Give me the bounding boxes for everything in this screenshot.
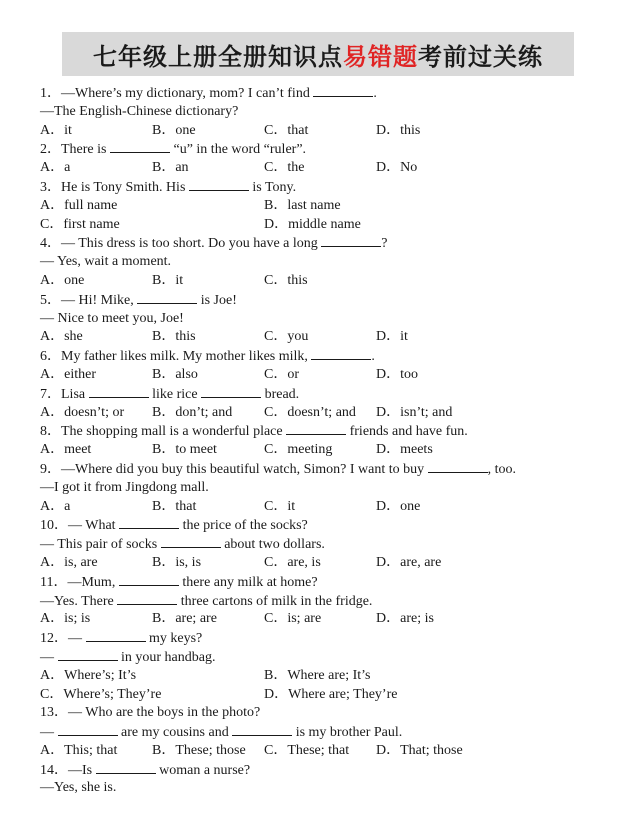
answer-option: C．are, is — [264, 554, 321, 570]
question-line — [40, 291, 600, 310]
answer-option: B．also — [152, 366, 198, 382]
answer-option: B．are; are — [152, 611, 217, 627]
answer-option: A．either — [40, 366, 96, 382]
answer-blank — [117, 592, 177, 605]
title-highlight: 易错题 — [343, 42, 418, 71]
question-text: 2．There is — [40, 142, 110, 158]
answer-option: C．first name — [40, 216, 120, 232]
answer-blank — [428, 460, 488, 473]
answer-option: C．the — [264, 160, 305, 176]
answer-blank — [110, 140, 170, 153]
option-row — [40, 610, 600, 629]
answer-blank — [119, 573, 179, 586]
worksheet-title — [62, 32, 574, 76]
question-line — [40, 592, 600, 611]
question-text: woman a nurse? — [155, 762, 251, 778]
answer-option: B．that — [152, 498, 197, 514]
question-line — [40, 779, 600, 798]
answer-option: C．you — [264, 329, 309, 345]
question-line — [40, 84, 600, 103]
answer-option: B．this — [152, 329, 196, 345]
answer-option: D．That; those — [376, 742, 463, 758]
question-text: —Yes. There — [40, 593, 118, 609]
question-text: 7．Lisa — [40, 386, 89, 402]
option-row — [40, 686, 600, 705]
answer-blank — [189, 178, 249, 191]
answer-option: A．meet — [40, 442, 92, 458]
option-row — [40, 272, 600, 291]
answer-option: A．a — [40, 498, 71, 514]
answer-blank — [321, 234, 381, 247]
question-line — [40, 422, 600, 441]
option-row — [40, 554, 600, 573]
answer-option: C．it — [264, 498, 296, 514]
answer-blank — [232, 723, 292, 736]
answer-option: D．middle name — [264, 216, 361, 232]
question-line — [40, 516, 600, 535]
question-line — [40, 535, 600, 554]
option-row — [40, 404, 600, 423]
question-text: ? — [381, 236, 388, 252]
question-line — [40, 234, 600, 253]
answer-option: A．full name — [40, 197, 118, 213]
answer-blank — [96, 761, 156, 774]
question-line — [40, 385, 600, 404]
answer-option: C．These; that — [264, 742, 350, 758]
option-row — [40, 366, 600, 385]
answer-option: D．Where are; They’re — [264, 686, 398, 702]
answer-option: A．Where’s; It’s — [40, 667, 137, 683]
answer-option: D．meets — [376, 442, 433, 458]
option-row — [40, 667, 600, 686]
answer-option: B．an — [152, 160, 189, 176]
option-row — [40, 216, 600, 235]
answer-blank — [58, 723, 118, 736]
answer-option: B．it — [152, 272, 184, 288]
answer-option: C．Where’s; They’re — [40, 686, 162, 702]
answer-option: B．These; those — [152, 742, 246, 758]
answer-option: D．too — [376, 366, 418, 382]
question-text: 11．—Mum, — [40, 574, 119, 590]
answer-blank — [313, 84, 373, 97]
option-row — [40, 159, 600, 178]
question-line — [40, 310, 600, 329]
question-text: — Yes, wait a moment. — [40, 254, 172, 270]
question-text: 13．— Who are the boys in the photo? — [40, 705, 261, 721]
answer-blank — [86, 629, 146, 642]
question-text: 8．The shopping mall is a wonderful place — [40, 424, 287, 440]
question-text: —The English-Chinese dictionary? — [40, 103, 239, 119]
answer-option: D．are, are — [376, 554, 442, 570]
question-text: 1．—Where’s my dictionary, mom? I can’t find — [40, 86, 314, 101]
question-text: bread. — [261, 386, 300, 402]
answer-option: A．it — [40, 122, 72, 138]
answer-option: C．that — [264, 122, 309, 138]
question-line — [40, 704, 600, 723]
answer-option: B．don’t; and — [152, 404, 233, 420]
question-text: is my brother Paul. — [292, 725, 403, 741]
answer-option: B．is, is — [152, 554, 202, 570]
answer-option: D．isn’t; and — [376, 404, 453, 420]
answer-option: A．is; is — [40, 611, 91, 627]
answer-blank — [161, 535, 221, 548]
question-text: . — [373, 86, 377, 101]
question-line — [40, 629, 600, 648]
answer-option: D．this — [376, 122, 421, 138]
answer-option: C．is; are — [264, 611, 322, 627]
answer-option: C．meeting — [264, 442, 333, 458]
question-text: 6．My father likes milk. My mother likes milk, — [40, 349, 312, 365]
answer-option: D．are; is — [376, 611, 434, 627]
question-line — [40, 140, 600, 159]
question-text: 10．— What — [40, 518, 120, 534]
answer-option: B．Where are; It’s — [264, 667, 371, 683]
question-text: the price of the socks? — [179, 518, 308, 534]
question-list — [40, 84, 600, 798]
option-row — [40, 498, 600, 517]
question-text: are my cousins and — [117, 725, 233, 741]
question-text: —I got it from Jingdong mall. — [40, 479, 209, 495]
answer-option: C．or — [264, 366, 299, 382]
question-text: is Tony. — [248, 179, 297, 195]
question-text: three cartons of milk in the fridge. — [177, 593, 373, 609]
question-text: my keys? — [145, 631, 203, 647]
answer-option: B．one — [152, 122, 196, 138]
answer-option: D．No — [376, 160, 418, 176]
question-line — [40, 723, 600, 742]
question-text: , too. — [487, 461, 517, 477]
question-line — [40, 178, 600, 197]
answer-option: A．This; that — [40, 742, 118, 758]
answer-blank — [201, 385, 261, 398]
answer-option: C．this — [264, 272, 308, 288]
answer-blank — [89, 385, 149, 398]
question-line — [40, 648, 600, 667]
question-text: is Joe! — [197, 292, 237, 308]
question-text: — — [40, 725, 58, 741]
answer-blank — [311, 347, 371, 360]
question-text: — This pair of socks — [40, 537, 161, 553]
answer-option: B．to meet — [152, 442, 217, 458]
question-text: —Yes, she is. — [40, 780, 117, 796]
question-line — [40, 460, 600, 479]
answer-blank — [58, 648, 118, 661]
question-text: 5．— Hi! Mike, — [40, 292, 138, 308]
question-line — [40, 347, 600, 366]
option-row — [40, 197, 600, 216]
title-suffix: 考前过关练 — [418, 42, 543, 71]
question-text: 9．—Where did you buy this beautiful watch, Simon? I want to buy — [40, 461, 428, 477]
question-text: “u” in the word “ruler”. — [169, 142, 307, 158]
question-line — [40, 103, 600, 122]
question-text: friends and have fun. — [346, 424, 468, 440]
question-line — [40, 761, 600, 780]
question-text: 12．— — [40, 631, 86, 647]
answer-option: D．one — [376, 498, 421, 514]
question-text: 14．—Is — [40, 762, 96, 778]
question-line — [40, 573, 600, 592]
question-text: — Nice to meet you, Joe! — [40, 310, 184, 326]
answer-option: A．a — [40, 160, 71, 176]
answer-option: A．doesn’t; or — [40, 404, 125, 420]
question-text: 4．— This dress is too short. Do you have a long — [40, 236, 322, 252]
question-text: . — [371, 349, 375, 365]
answer-option: B．last name — [264, 197, 341, 213]
answer-blank — [137, 291, 197, 304]
question-text: in your handbag. — [117, 649, 216, 665]
answer-option: A．is, are — [40, 554, 98, 570]
option-row — [40, 122, 600, 141]
question-text: there any milk at home? — [178, 574, 318, 590]
title-prefix: 七年级上册全册知识点 — [93, 42, 343, 71]
question-line — [40, 253, 600, 272]
question-text: — — [40, 649, 58, 665]
answer-option: A．one — [40, 272, 85, 288]
answer-blank — [286, 422, 346, 435]
answer-blank — [119, 516, 179, 529]
question-text: like rice — [148, 386, 202, 402]
answer-option: C．doesn’t; and — [264, 404, 356, 420]
question-text: about two dollars. — [220, 537, 325, 553]
question-text: 3．He is Tony Smith. His — [40, 179, 189, 195]
answer-option: D．it — [376, 329, 408, 345]
option-row — [40, 328, 600, 347]
option-row — [40, 441, 600, 460]
option-row — [40, 742, 600, 761]
answer-option: A．she — [40, 329, 83, 345]
question-line — [40, 479, 600, 498]
